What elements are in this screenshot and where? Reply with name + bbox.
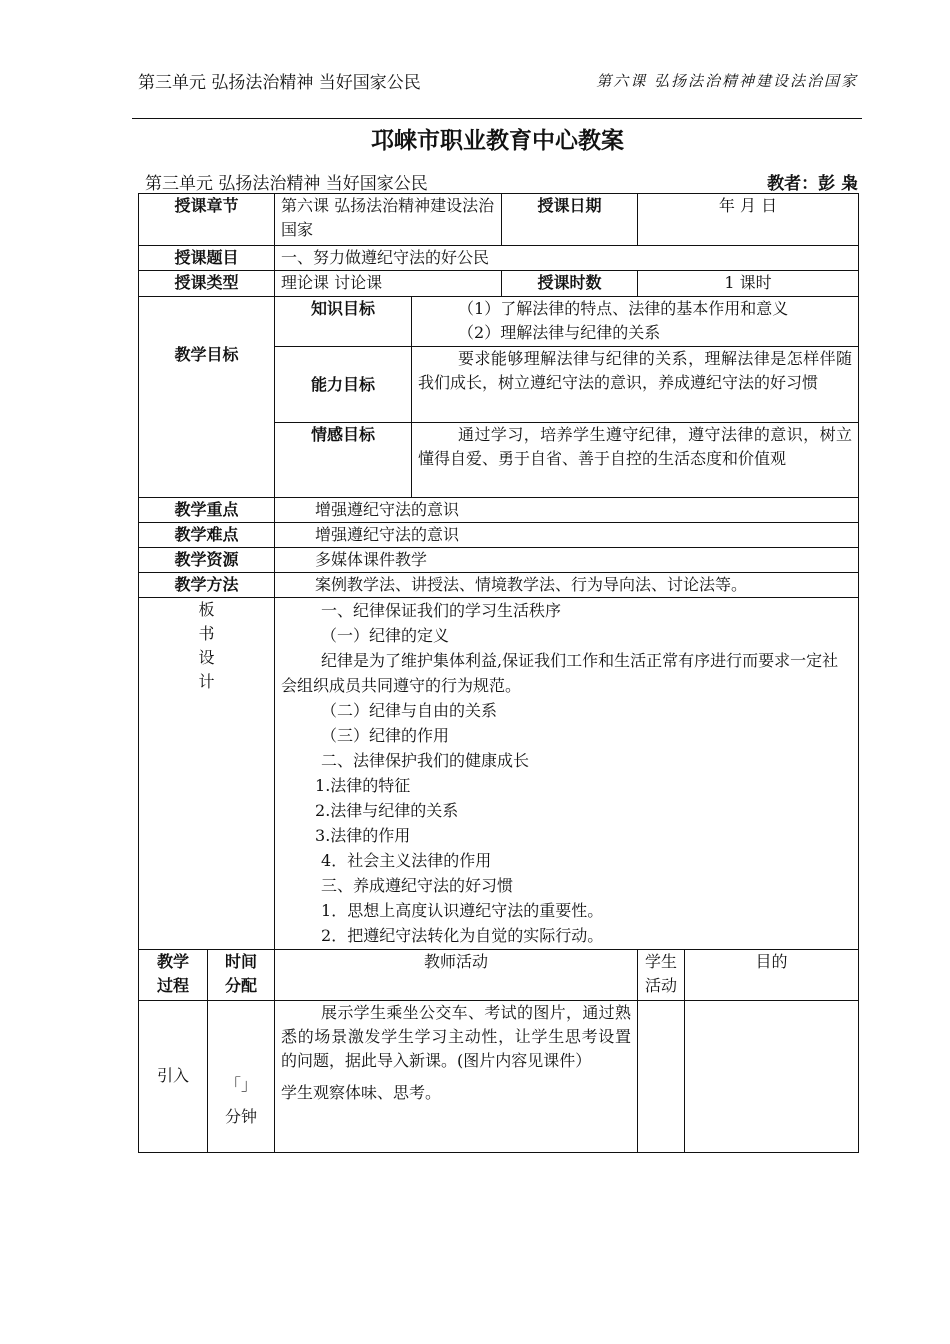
emotion-value: 通过学习，培养学生遵守纪律，遵守法律的意识，树立懂得自爱、勇于自省、善于自控的生活态度和价值观 — [412, 422, 859, 497]
intro-student-text: 学生观察体味、思考。 — [281, 1082, 442, 1102]
board-label-char: 书 — [198, 624, 215, 644]
intro-time-unit: 分钟 — [225, 1106, 258, 1126]
running-header-left: 第三单元 弘扬法治精神 当好国家公民 — [138, 73, 421, 93]
type-value: 理论课 讨论课 — [275, 271, 502, 297]
running-header-right: 第六课 弘扬法治精神建设法治国家 — [596, 72, 858, 90]
board-line: 二、法律保护我们的健康成长 — [321, 751, 530, 771]
header-rule — [132, 118, 862, 119]
knowledge-value — [412, 297, 859, 347]
hours-value: 1 课时 — [638, 271, 859, 297]
knowledge-item: （2）理解法律与纪律的关系 — [458, 323, 661, 343]
running-header — [138, 62, 858, 98]
goals-label: 教学目标 — [139, 297, 275, 498]
intro-student-activity — [638, 1000, 685, 1153]
board-line: 2．把遵纪守法转化为自觉的实际行动。 — [321, 926, 604, 946]
intro-time-bracket: 「」 — [225, 1074, 258, 1094]
student-activity-header: 学生活动 — [638, 950, 685, 1000]
intro-teacher-activity — [275, 1000, 638, 1153]
date-value: 年 月 日 — [638, 194, 859, 246]
date-label: 授课日期 — [502, 194, 638, 246]
chapter-value: 第六课 弘扬法治精神建设法治国家 — [275, 194, 502, 246]
difficulty-value: 增强遵纪守法的意识 — [275, 523, 859, 548]
intro-teacher-text: 展示学生乘坐公交车、考试的图片，通过熟悉的场景激发学生学习主动性，让学生思考设置的问题，据此导入新课。(图片内容见课件） — [281, 1002, 632, 1070]
intro-label: 引入 — [139, 1000, 208, 1153]
knowledge-item: （1）了解法律的特点、法律的基本作用和意义 — [458, 299, 789, 319]
board-label — [139, 598, 275, 950]
board-line: 3.法律的作用 — [315, 826, 411, 846]
process-header: 教学过程 — [139, 950, 208, 1000]
focus-label: 教学重点 — [139, 497, 275, 522]
intro-purpose — [685, 1000, 859, 1153]
board-line: 三、养成遵纪守法的好习惯 — [321, 876, 514, 896]
unit-line: 第三单元 弘扬法治精神 当好国家公民 — [145, 174, 428, 194]
lesson-plan-table — [138, 193, 859, 1153]
board-line: 纪律是为了维护集体利益,保证我们工作和生活正常有序进行而要求一定社会组织成员共同遵守的行为规范。 — [281, 651, 839, 696]
methods-label: 教学方法 — [139, 573, 275, 598]
ability-label: 能力目标 — [275, 347, 412, 422]
emotion-label: 情感目标 — [275, 422, 412, 497]
board-line: （一）纪律的定义 — [321, 626, 450, 646]
board-line: （二）纪律与自由的关系 — [321, 701, 498, 721]
teacher-line: 教者：彭 枭 — [767, 174, 858, 194]
board-label-char: 板 — [198, 600, 215, 620]
topic-label: 授课题目 — [139, 246, 275, 271]
topic-value: 一、努力做遵纪守法的好公民 — [275, 246, 859, 271]
methods-value: 案例教学法、讲授法、情境教学法、行为导向法、讨论法等。 — [275, 573, 859, 598]
ability-value: 要求能够理解法律与纪律的关系，理解法律是怎样伴随我们成长，树立遵纪守法的意识，养成遵纪守法的好习惯 — [412, 347, 859, 422]
purpose-header: 目的 — [685, 950, 859, 1000]
chapter-label: 授课章节 — [139, 194, 275, 246]
board-line: 一、纪律保证我们的学习生活秩序 — [321, 601, 562, 621]
board-line: 1．思想上高度认识遵纪守法的重要性。 — [321, 901, 604, 921]
resources-label: 教学资源 — [139, 548, 275, 573]
teacher-activity-header: 教师活动 — [275, 950, 638, 1000]
board-line: 4．社会主义法律的作用 — [321, 851, 492, 871]
difficulty-label: 教学难点 — [139, 523, 275, 548]
board-line: （三）纪律的作用 — [321, 726, 450, 746]
document-title: 邛崃市职业教育中心教案 — [371, 128, 624, 154]
board-content — [275, 598, 859, 950]
board-line: 2.法律与纪律的关系 — [315, 801, 459, 821]
board-line: 1.法律的特征 — [315, 776, 411, 796]
focus-value: 增强遵纪守法的意识 — [275, 497, 859, 522]
type-label: 授课类型 — [139, 271, 275, 297]
hours-label: 授课时数 — [502, 271, 638, 297]
intro-time — [208, 1000, 275, 1153]
board-label-char: 设 — [198, 648, 215, 668]
time-header: 时间分配 — [208, 950, 275, 1000]
board-label-char: 计 — [198, 672, 215, 692]
knowledge-label: 知识目标 — [275, 297, 412, 347]
resources-value: 多媒体课件教学 — [275, 548, 859, 573]
